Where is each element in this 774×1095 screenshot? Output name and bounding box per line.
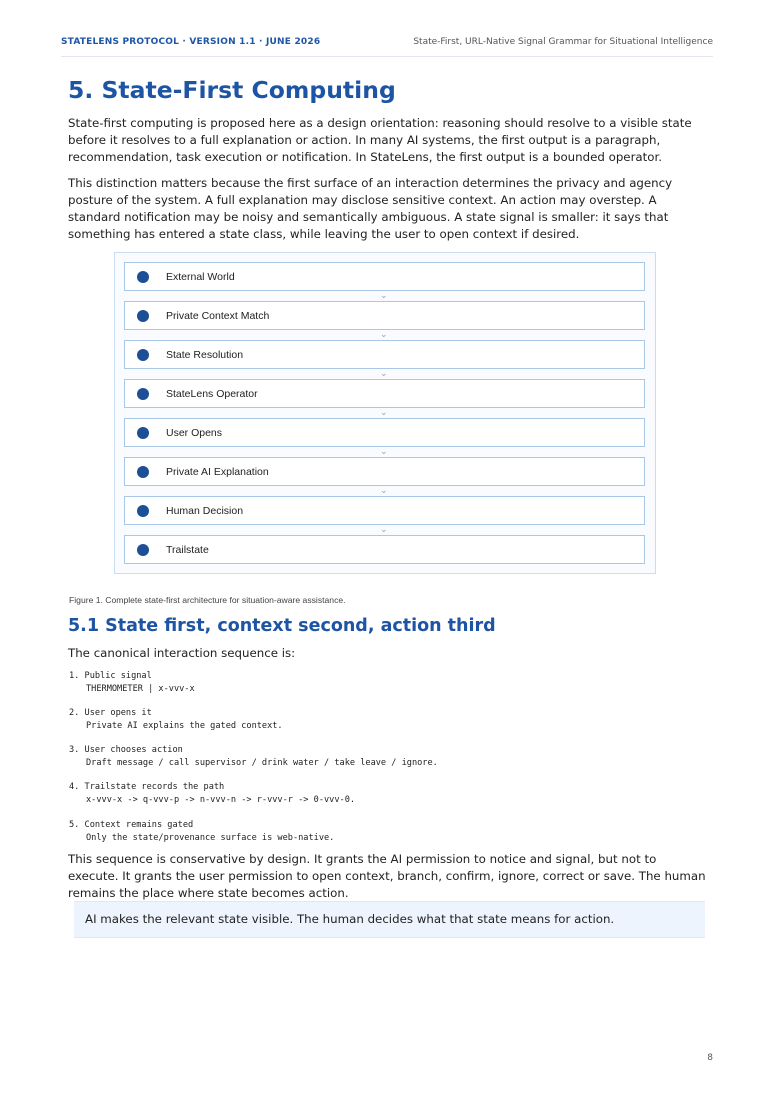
header-document-title: State-First, URL-Native Signal Grammar for Situational Intelligence — [413, 37, 713, 47]
sequence-intro: The canonical interaction sequence is: — [68, 646, 296, 660]
body-paragraph: This sequence is conservative by design. It grants the AI permission to notice and signal, but not to execute. It grants the user permission to open context, branch, confirm, ignore, correct or save. The human remains the place where state becomes action. — [68, 852, 706, 900]
step-dot-icon — [137, 505, 149, 517]
architecture-flow-diagram — [114, 252, 656, 574]
flow-step — [124, 262, 645, 291]
subsection-heading: 5.1 State first, context second, action third — [68, 616, 496, 636]
flow-step — [124, 496, 645, 525]
chevron-down-icon: ⌄ — [380, 486, 388, 496]
sequence-step-detail: Only the state/provenance surface is web-native. — [86, 833, 335, 843]
chevron-down-icon: ⌄ — [380, 447, 388, 457]
sequence-step-title: 2. User opens it — [69, 708, 152, 718]
flow-step — [124, 301, 645, 330]
sequence-item — [69, 707, 669, 733]
sequence-item — [69, 744, 669, 770]
chevron-down-icon: ⌄ — [380, 525, 388, 535]
flow-step — [124, 379, 645, 408]
step-dot-icon — [137, 427, 149, 439]
step-dot-icon — [137, 544, 149, 556]
chevron-down-icon: ⌄ — [380, 408, 388, 418]
chevron-down-icon: ⌄ — [380, 369, 388, 379]
chevron-down-icon: ⌄ — [380, 291, 388, 301]
flow-step-label: State Resolution — [166, 349, 244, 361]
body-paragraph: State-first computing is proposed here as a design orientation: reasoning should resolve to a visible state before it resolves to a full explanation or action. In many AI systems, the first output is a paragraph, recommendation, task execution or notification. In StateLens, the first output is a bounded operator. — [68, 116, 692, 164]
sequence-step-title: 3. User chooses action — [69, 745, 183, 755]
sequence-step-title: 1. Public signal — [69, 671, 152, 681]
callout-box — [74, 901, 705, 938]
flow-step-label: Private AI Explanation — [166, 466, 269, 478]
step-dot-icon — [137, 466, 149, 478]
sequence-step-title: 5. Context remains gated — [69, 820, 194, 830]
page-number: 8 — [707, 1053, 713, 1063]
flow-step — [124, 457, 645, 486]
figure-caption: Figure 1. Complete state-first architecture for situation-aware assistance. — [69, 595, 346, 605]
sequence-step-detail: Private AI explains the gated context. — [86, 721, 283, 731]
body-paragraph: This distinction matters because the first surface of an interaction determines the privacy and agency posture of the system. A full explanation may disclose sensitive context. An action may overstep. A standard notification may be noisy and semantically ambiguous. A state signal is smaller: it says that something has entered a state class, while leaving the user to open context if desired. — [68, 176, 673, 241]
sequence-step-detail: x-vvv-x -> q-vvv-p -> n-vvv-n -> r-vvv-r -> 0-vvv-0. — [86, 795, 356, 805]
chevron-down-icon: ⌄ — [380, 330, 388, 340]
flow-step-label: External World — [166, 271, 235, 283]
step-dot-icon — [137, 271, 149, 283]
flow-step — [124, 418, 645, 447]
step-dot-icon — [137, 310, 149, 322]
sequence-step-title: 4. Trailstate records the path — [69, 782, 225, 792]
sequence-item — [69, 670, 669, 696]
flow-step-label: StateLens Operator — [166, 388, 258, 400]
sequence-step-detail: Draft message / call supervisor / drink water / take leave / ignore. — [86, 758, 438, 768]
sequence-item — [69, 819, 669, 845]
header-protocol-version: STATELENS PROTOCOL · VERSION 1.1 · JUNE 2026 — [61, 37, 321, 47]
section-heading: 5. State-First Computing — [68, 76, 396, 104]
flow-step — [124, 340, 645, 369]
flow-step-label: User Opens — [166, 427, 223, 439]
step-dot-icon — [137, 388, 149, 400]
callout-text: AI makes the relevant state visible. The human decides what that state means for action. — [85, 912, 615, 926]
step-dot-icon — [137, 349, 149, 361]
running-header — [61, 37, 713, 57]
flow-step-label: Trailstate — [166, 544, 209, 556]
sequence-step-detail: THERMOMETER | x-vvv-x — [86, 684, 195, 694]
flow-step-label: Private Context Match — [166, 310, 270, 322]
flow-step — [124, 535, 645, 564]
sequence-item — [69, 781, 669, 807]
flow-step-label: Human Decision — [166, 505, 244, 517]
